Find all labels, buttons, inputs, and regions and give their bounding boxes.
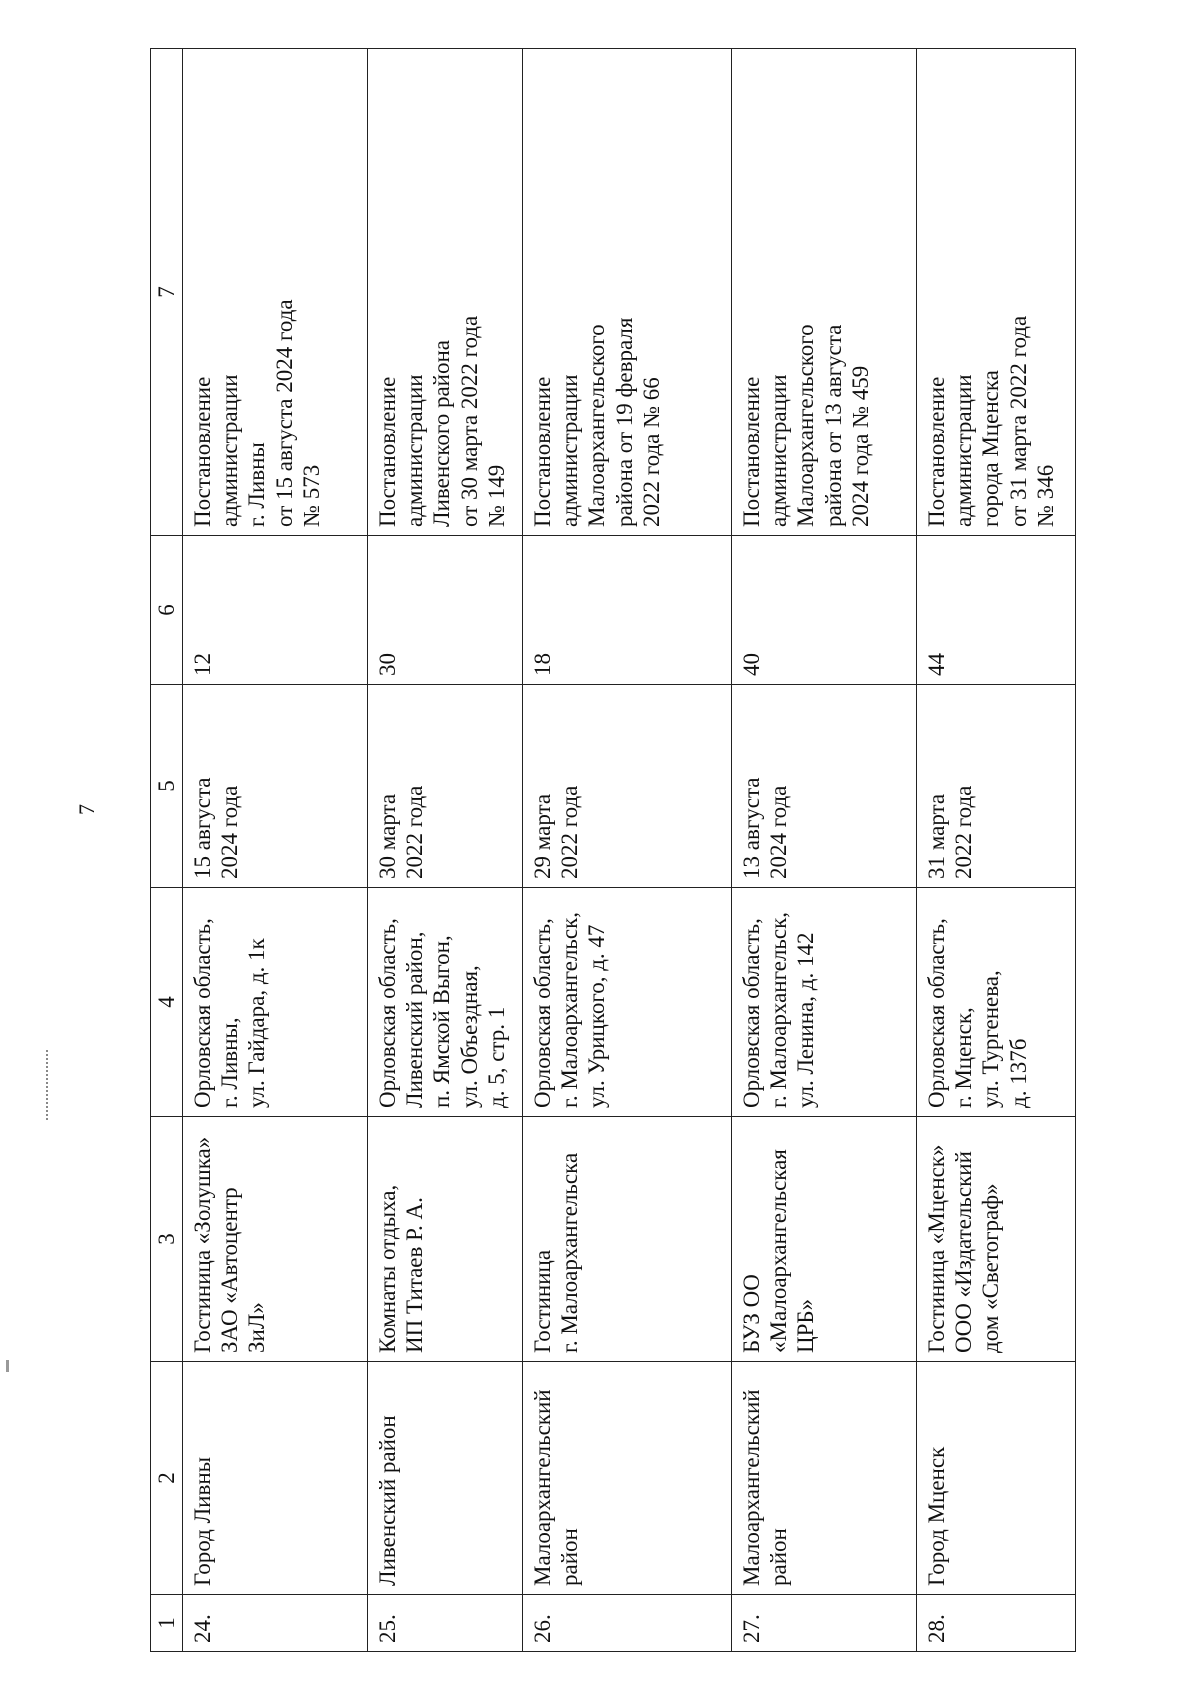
resolution-cell-line: Малоархангельского: [793, 324, 819, 527]
facility-name-cell-line: дом «Светограф»: [978, 1183, 1004, 1353]
address-cell-line: г. Малоархангельск,: [557, 911, 583, 1108]
resolution-cell-line: Постановление: [375, 376, 401, 527]
address-cell-line: п. Ямской Выгон,: [429, 935, 455, 1108]
resolution-cell-line: администрации: [766, 374, 792, 527]
address-cell-line: Ливенский район,: [402, 931, 428, 1108]
address-cell-line: Орловская область,: [739, 918, 765, 1108]
date-cell-line: 2022 года: [557, 785, 583, 879]
resolution-cell-line: города Мценска: [978, 370, 1004, 527]
resolution-cell: [523, 49, 732, 536]
resolution-cell-line: Постановление: [739, 376, 765, 527]
resolution-cell-line: Малоархангельского: [584, 324, 610, 527]
municipality-cell: Малоархангельский район: [732, 1362, 917, 1595]
resolution-cell-line: № 346: [1032, 464, 1058, 527]
facility-name-cell-line: Гостиница «Золушка»: [190, 1136, 216, 1353]
row-number-cell: 28.: [917, 1595, 1076, 1652]
address-cell: [917, 888, 1076, 1117]
resolution-cell-line: администрации: [402, 374, 428, 527]
municipality-cell: Город Мценск: [917, 1362, 1076, 1595]
address-cell: [523, 888, 732, 1117]
page-number: 7: [74, 804, 99, 815]
header-row: [151, 49, 183, 1652]
row-number-cell: 26.: [523, 1595, 732, 1652]
address-cell: [183, 888, 368, 1117]
resolution-cell-line: № 149: [483, 464, 509, 527]
facility-name-cell-line: Комнаты отдыха,: [375, 1184, 401, 1353]
resolution-cell-line: района от 13 августа: [820, 324, 846, 527]
municipality-cell: Ливенский район: [368, 1362, 523, 1595]
resolution-cell-line: администрации: [557, 374, 583, 527]
date-cell-line: 2024 года: [217, 785, 243, 879]
address-cell-line: ул. Урицкого, д. 47: [584, 924, 610, 1108]
facility-name-cell-line: ЗиЛ»: [244, 1302, 270, 1353]
resolution-cell: [368, 49, 523, 536]
facility-name-cell-line: ЗАО «Автоцентр: [217, 1187, 243, 1353]
resolution-cell-line: от 15 августа 2024 года: [271, 299, 297, 527]
column-header: 5: [151, 685, 183, 888]
municipality-cell: Малоархангельский район: [523, 1362, 732, 1595]
date-cell: [917, 685, 1076, 888]
row-number-cell: 24.: [183, 1595, 368, 1652]
rotated-table-wrapper: [150, 48, 1058, 1652]
facility-name-cell: [183, 1117, 368, 1362]
date-cell-line: 29 марта: [530, 793, 556, 879]
date-cell: [523, 685, 732, 888]
resolution-cell-line: 2022 года № 66: [638, 377, 664, 527]
capacity-cell: 40: [732, 536, 917, 685]
address-cell: [732, 888, 917, 1117]
capacity-cell: 18: [523, 536, 732, 685]
column-header: 7: [151, 49, 183, 536]
date-cell-line: 13 августа: [739, 777, 765, 879]
table-row: [917, 49, 1076, 1652]
accommodation-table: [150, 48, 1076, 1652]
column-header: 1: [151, 1595, 183, 1652]
scan-artifact: [6, 1360, 9, 1372]
date-cell-line: 31 марта: [924, 793, 950, 879]
facility-name-cell-line: ЦРБ»: [793, 1298, 819, 1353]
resolution-cell-line: 2024 года № 459: [847, 365, 873, 527]
date-cell-line: 30 марта: [375, 793, 401, 879]
date-cell-line: 15 августа: [190, 777, 216, 879]
table-row: [732, 49, 917, 1652]
capacity-cell: 44: [917, 536, 1076, 685]
resolution-cell: [183, 49, 368, 536]
address-cell-line: ул. Ленина, д. 142: [793, 932, 819, 1108]
address-cell-line: г. Мценск,: [951, 1007, 977, 1108]
table-row: [523, 49, 732, 1652]
date-cell: [183, 685, 368, 888]
column-header: 3: [151, 1117, 183, 1362]
facility-name-cell: [732, 1117, 917, 1362]
column-header: 4: [151, 888, 183, 1117]
date-cell: [732, 685, 917, 888]
resolution-cell-line: администрации: [217, 374, 243, 527]
resolution-cell-line: Постановление: [190, 376, 216, 527]
address-cell-line: д. 5, стр. 1: [483, 1006, 509, 1108]
address-cell-line: д. 137б: [1005, 1038, 1031, 1108]
date-cell-line: 2024 года: [766, 785, 792, 879]
scan-artifact: [46, 1050, 51, 1120]
resolution-cell-line: района от 19 февраля: [611, 317, 637, 527]
capacity-cell: 12: [183, 536, 368, 685]
date-cell-line: 2022 года: [402, 785, 428, 879]
address-cell-line: Орловская область,: [190, 918, 216, 1108]
resolution-cell-line: администрации: [951, 374, 977, 527]
address-cell-line: Орловская область,: [924, 918, 950, 1108]
facility-name-cell-line: «Малоархангельская: [766, 1149, 792, 1353]
table-row: [368, 49, 523, 1652]
facility-name-cell-line: г. Малоархангельска: [557, 1152, 583, 1353]
resolution-cell: [732, 49, 917, 536]
resolution-cell-line: г. Ливны: [244, 442, 270, 527]
resolution-cell-line: Постановление: [924, 376, 950, 527]
address-cell: [368, 888, 523, 1117]
facility-name-cell-line: ООО «Издательский: [951, 1151, 977, 1353]
facility-name-cell-line: БУЗ ОО: [739, 1274, 765, 1353]
address-cell-line: ул. Объездная,: [456, 965, 482, 1108]
address-cell-line: Орловская область,: [530, 918, 556, 1108]
resolution-cell-line: Ливенского района: [429, 339, 455, 527]
facility-name-cell: [368, 1117, 523, 1362]
resolution-cell-line: от 31 марта 2022 года: [1005, 315, 1031, 527]
resolution-cell-line: от 30 марта 2022 года: [456, 315, 482, 527]
address-cell-line: Орловская область,: [375, 918, 401, 1108]
facility-name-cell-line: Гостиница: [530, 1249, 556, 1353]
address-cell-line: г. Ливны,: [217, 1017, 243, 1108]
municipality-cell: Город Ливны: [183, 1362, 368, 1595]
address-cell-line: г. Малоархангельск,: [766, 911, 792, 1108]
facility-name-cell: [523, 1117, 732, 1362]
capacity-cell: 30: [368, 536, 523, 685]
date-cell: [368, 685, 523, 888]
resolution-cell-line: Постановление: [530, 376, 556, 527]
resolution-cell-line: № 573: [298, 464, 324, 527]
facility-name-cell-line: ИП Титаев Р. А.: [402, 1197, 428, 1353]
date-cell-line: 2022 года: [951, 785, 977, 879]
table-row: [183, 49, 368, 1652]
column-header: 6: [151, 536, 183, 685]
column-header: 2: [151, 1362, 183, 1595]
address-cell-line: ул. Тургенева,: [978, 970, 1004, 1108]
row-number-cell: 27.: [732, 1595, 917, 1652]
address-cell-line: ул. Гайдара, д. 1к: [244, 938, 270, 1108]
resolution-cell: [917, 49, 1076, 536]
facility-name-cell: [917, 1117, 1076, 1362]
facility-name-cell-line: Гостиница «Мценск»: [924, 1144, 950, 1353]
row-number-cell: 25.: [368, 1595, 523, 1652]
